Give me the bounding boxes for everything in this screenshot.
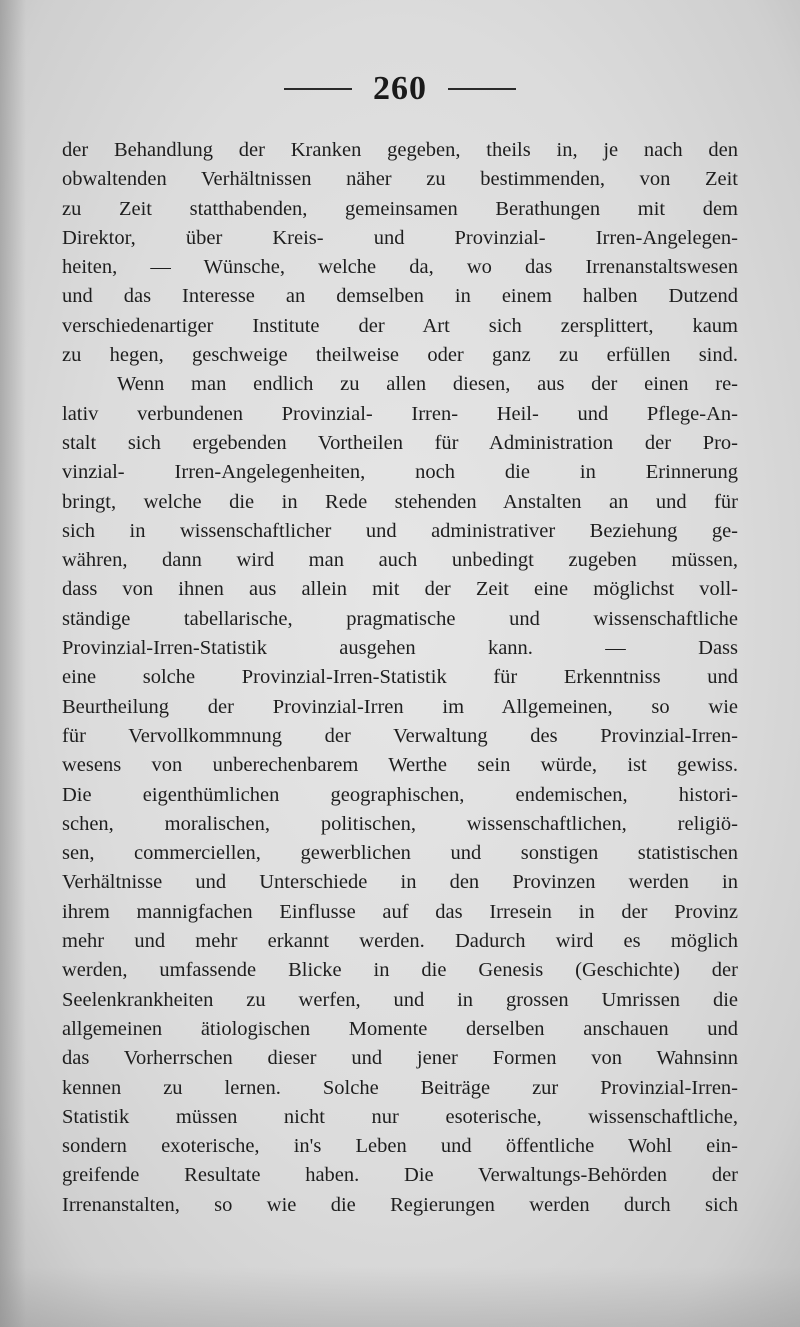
- page-header: [0, 70, 800, 120]
- text-line: ihrem mannigfachen Einflusse auf das Irresein in der Provinz: [62, 900, 738, 923]
- text-line: schen, moralischen, politischen, wissenschaftlichen, religiö-: [62, 812, 738, 835]
- text-line: eine solche Provinzial-Irren-Statistik für Erkenntniss und: [62, 666, 738, 689]
- text-line: währen, dann wird man auch unbedingt zugeben müssen,: [62, 549, 738, 572]
- header-rule-right: [448, 88, 516, 90]
- text-line: und das Interesse an demselben in einem halben Dutzend: [62, 285, 738, 308]
- text-line: Verhältnisse und Unterschiede in den Provinzen werden in: [62, 871, 738, 894]
- text-line: der Behandlung der Kranken gegeben, theils in, je nach den: [62, 139, 738, 161]
- text-line: dass von ihnen aus allein mit der Zeit eine möglichst voll-: [62, 578, 738, 601]
- text-line: Provinzial-Irren-Statistik ausgehen kann. — Dass: [62, 637, 738, 660]
- text-line: für Vervollkommnung der Verwaltung des Provinzial-Irren-: [62, 724, 738, 747]
- text-line: bringt, welche die in Rede stehenden Anstalten an und für: [62, 490, 738, 513]
- text-line: zu Zeit statthabenden, gemeinsamen Berathungen mit dem: [62, 197, 738, 220]
- text-line: das Vorherrschen dieser und jener Formen von Wahnsinn: [62, 1047, 738, 1070]
- text-line: wesens von unberechenbarem Werthe sein würde, ist gewiss.: [62, 754, 738, 777]
- page-number: 260: [373, 70, 427, 107]
- body-text: [62, 136, 738, 1220]
- text-line: sondern exoterische, in's Leben und öffentliche Wohl ein-: [62, 1135, 738, 1158]
- text-line: Beurtheilung der Provinzial-Irren im Allgemeinen, so wie: [62, 695, 738, 718]
- text-line: Seelenkrankheiten zu werfen, und in grossen Umrissen die: [62, 988, 738, 1011]
- text-line: Direktor, über Kreis- und Provinzial- Irren-Angelegen-: [62, 226, 738, 249]
- text-line: mehr und mehr erkannt werden. Dadurch wird es möglich: [62, 930, 738, 953]
- header-rule-left: [284, 88, 352, 90]
- text-line: Wenn man endlich zu allen diesen, aus der einen re-: [117, 373, 738, 396]
- text-line: obwaltenden Verhältnissen näher zu bestimmenden, von Zeit: [62, 168, 738, 191]
- text-line: verschiedenartiger Institute der Art sich zersplittert, kaum: [62, 314, 738, 337]
- text-line: heiten, — Wünsche, welche da, wo das Irrenanstaltswesen: [62, 256, 738, 279]
- text-line: ständige tabellarische, pragmatische und wissenschaftliche: [62, 607, 738, 630]
- text-line: Statistik müssen nicht nur esoterische, wissenschaftliche,: [62, 1105, 738, 1128]
- text-line: werden, umfassende Blicke in die Genesis (Geschichte) der: [62, 959, 738, 982]
- text-line: greifende Resultate haben. Die Verwaltungs-Behörden der: [62, 1164, 738, 1187]
- text-line: Die eigenthümlichen geographischen, endemischen, histori-: [62, 783, 738, 806]
- text-line: kennen zu lernen. Solche Beiträge zur Provinzial-Irren-: [62, 1076, 738, 1099]
- text-line: vinzial- Irren-Angelegenheiten, noch die in Erinnerung: [62, 461, 738, 484]
- text-line: sich in wissenschaftlicher und administrativer Beziehung ge-: [62, 519, 738, 542]
- text-line: lativ verbundenen Provinzial- Irren- Heil- und Pflege-An-: [62, 402, 738, 425]
- text-line: zu hegen, geschweige theilweise oder ganz zu erfüllen sind.: [62, 344, 738, 367]
- text-line: allgemeinen ätiologischen Momente derselben anschauen und: [62, 1017, 738, 1040]
- text-line: Irrenanstalten, so wie die Regierungen werden durch sich: [62, 1193, 738, 1216]
- text-line: sen, commerciellen, gewerblichen und sonstigen statistischen: [62, 842, 738, 865]
- text-line: stalt sich ergebenden Vortheilen für Administration der Pro-: [62, 431, 738, 454]
